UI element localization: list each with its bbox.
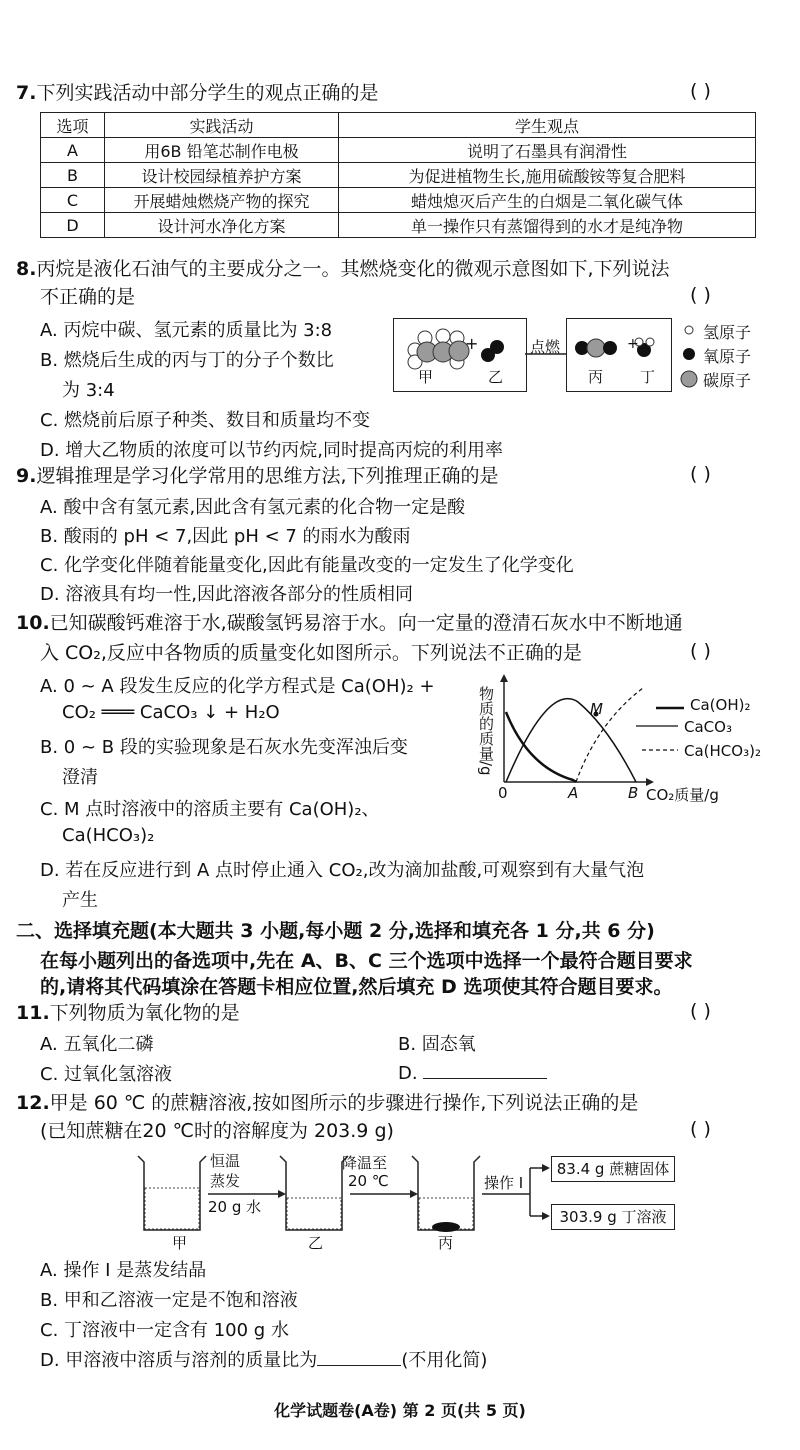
q12-step2-top: 降温至	[342, 1154, 388, 1172]
q10-number: 10.	[16, 612, 50, 634]
q10-point-a-label: A	[568, 784, 579, 802]
q10-option-b-line1: B. 0 ~ B 段的实验现象是石灰水先变浑浊后变	[40, 737, 408, 758]
q7-number: 7.	[16, 82, 37, 104]
legend-caoh2: Ca(OH)₂	[690, 696, 751, 714]
q8-label-jia: 甲	[418, 368, 434, 386]
q12-step1-mid: 蒸发	[210, 1172, 241, 1190]
q12-answer-paren: ( )	[690, 1118, 711, 1140]
q12-number: 12.	[16, 1092, 50, 1114]
table-row	[41, 138, 756, 163]
q11-stem	[16, 1000, 240, 1026]
q9-number: 9.	[16, 465, 37, 487]
legend-caco3: CaCO₃	[684, 718, 732, 736]
beaker-bing-icon	[412, 1156, 480, 1232]
q9-option-a: A. 酸中含有氢元素,因此含有氢元素的化合物一定是酸	[40, 497, 466, 518]
q7-answer-paren: ( )	[690, 80, 711, 102]
q10-option-b-line2: 澄清	[62, 767, 98, 788]
q10-origin-label: 0	[498, 784, 508, 802]
propane-molecule-icon	[408, 329, 469, 369]
page-footer: 化学试题卷(A卷) 第 2 页(共 5 页)	[274, 1401, 526, 1420]
q12-label-jia: 甲	[172, 1234, 188, 1252]
step1-arrowhead-icon	[278, 1190, 286, 1198]
branch-top-arrowhead-icon	[542, 1164, 550, 1172]
q12-step1-bottom: 20 g 水	[208, 1198, 262, 1216]
q7-text: 下列实践活动中部分学生的观点正确的是	[36, 82, 379, 104]
legend-cahco32: Ca(HCO₃)₂	[684, 742, 761, 760]
q8-label-ding: 丁	[640, 368, 656, 386]
q12-label-yi: 乙	[308, 1234, 324, 1252]
q12-text-line1: 甲是 60 ℃ 的蔗糖溶液,按如图所示的步骤进行操作,下列说法正确的是	[49, 1092, 639, 1114]
q11-answer-paren: ( )	[690, 1000, 711, 1022]
q8-answer-paren: ( )	[690, 284, 711, 306]
series-line-cahco32	[576, 688, 643, 782]
table-cell: 设计校园绿植养护方案	[105, 163, 339, 188]
y-axis-arrow-icon	[500, 674, 508, 682]
hydrogen-atom-icon	[685, 326, 693, 334]
table-header-row	[41, 113, 756, 138]
q8-plus-sign: +	[465, 334, 479, 353]
q10-point-b-label: B	[628, 784, 639, 802]
q10-option-d-line1: D. 若在反应进行到 A 点时停止通入 CO₂,改为滴加盐酸,可观察到有大量气泡	[40, 860, 645, 881]
q9-text: 逻辑推理是学习化学常用的思维方法,下列推理正确的是	[36, 465, 499, 487]
q10-option-d-line2: 产生	[62, 890, 98, 911]
table-cell: D	[41, 213, 105, 238]
carbon-atom-icon	[681, 371, 697, 387]
table-cell: 设计河水净化方案	[105, 213, 339, 238]
q9-option-b: B. 酸雨的 pH < 7,因此 pH < 7 的雨水为酸雨	[40, 526, 411, 547]
table-row	[41, 163, 756, 188]
beaker-yi-icon	[280, 1156, 348, 1230]
q10-stem-line1	[16, 610, 683, 636]
q12-stem-line2: (已知蔗糖在20 ℃时的溶解度为 203.9 g)	[40, 1120, 394, 1142]
q9-answer-paren: ( )	[690, 463, 711, 485]
oxygen-atom-icon	[683, 348, 695, 360]
q12-output-solid: 83.4 g 蔗糖固体	[551, 1156, 675, 1182]
q7-stem	[16, 80, 378, 106]
q12-step1-top: 恒温	[210, 1152, 241, 1170]
table-header: 学生观点	[339, 113, 756, 138]
q8-option-c: C. 燃烧前后原子种类、数目和质量均不变	[40, 410, 371, 431]
branch-bottom-arrowhead-icon	[542, 1212, 550, 1220]
q11-option-d-blank[interactable]	[423, 1060, 547, 1079]
table-row	[41, 188, 756, 213]
q12-option-d-note: (不用化简)	[401, 1350, 488, 1371]
q7-table	[40, 112, 756, 238]
step2-arrowhead-icon	[410, 1190, 418, 1198]
q10-text-line1: 已知碳酸钙难溶于水,碳酸氢钙易溶于水。向一定量的澄清石灰水中不断地通	[49, 612, 683, 634]
q12-option-d	[40, 1346, 487, 1372]
q12-stem-line1	[16, 1090, 638, 1116]
oxygen-molecule-icon	[481, 340, 504, 362]
q12-option-b: B. 甲和乙溶液一定是不饱和溶液	[40, 1290, 298, 1311]
q11-option-d	[398, 1060, 547, 1084]
q8-option-b-line1: B. 燃烧后生成的丙与丁的分子个数比	[40, 350, 334, 371]
section-2-desc-line2: 的,请将其代码填涂在答题卡相应位置,然后填充 D 选项使其符合题目要求。	[40, 976, 673, 998]
q10-option-c-line1: C. M 点时溶液中的溶质主要有 Ca(OH)₂、	[40, 799, 380, 820]
table-header: 选项	[41, 113, 105, 138]
q10-y-axis-label: 物质的质量/g	[477, 686, 495, 776]
q8-legend-icons	[680, 322, 698, 394]
q8-number: 8.	[16, 258, 37, 280]
series-line-caco3	[506, 699, 636, 782]
section-2-desc-line1: 在每小题列出的备选项中,先在 A、B、C 三个选项中选择一个最符合题目要求	[40, 950, 693, 972]
q8-text-line1: 丙烷是液化石油气的主要成分之一。其燃烧变化的微观示意图如下,下列说法	[36, 258, 670, 280]
q10-x-axis-label: CO₂质量/g	[646, 786, 719, 804]
q12-label-bing: 丙	[438, 1234, 454, 1252]
q8-stem-line2: 不正确的是	[40, 286, 136, 308]
q10-answer-paren: ( )	[690, 640, 711, 662]
q12-option-a: A. 操作 I 是蒸发结晶	[40, 1260, 207, 1281]
table-cell: 开展蜡烛燃烧产物的探究	[105, 188, 339, 213]
q8-label-bing: 丙	[588, 368, 604, 386]
q11-option-b: B. 固态氧	[398, 1034, 476, 1055]
beaker-jia-icon	[138, 1156, 206, 1230]
legend-oxygen: 氧原子	[703, 347, 752, 366]
q8-plus-sign-2: +	[627, 336, 639, 352]
table-cell: 为促进植物生长,施用硫酸铵等复合肥料	[339, 163, 756, 188]
q9-option-d: D. 溶液具有均一性,因此溶液各部分的性质相同	[40, 584, 414, 605]
q8-option-b-line2: 为 3:4	[62, 380, 115, 401]
table-cell: 用6B 铅笔芯制作电极	[105, 138, 339, 163]
q12-option-d-blank[interactable]	[317, 1347, 401, 1366]
q8-label-yi: 乙	[488, 368, 504, 386]
legend-hydrogen: 氢原子	[703, 323, 752, 342]
table-cell: C	[41, 188, 105, 213]
q12-output-solution: 303.9 g 丁溶液	[551, 1204, 675, 1230]
q11-option-a: A. 五氧化二磷	[40, 1034, 154, 1055]
q9-stem	[16, 463, 499, 489]
series-line-caoh2	[506, 712, 576, 782]
q12-step2-bottom: 20 ℃	[348, 1172, 389, 1190]
table-cell: B	[41, 163, 105, 188]
q12-operation-label: 操作 I	[484, 1174, 524, 1192]
q8-option-a: A. 丙烷中碳、氢元素的质量比为 3:8	[40, 320, 333, 341]
q11-option-c: C. 过氧化氢溶液	[40, 1064, 173, 1085]
q8-option-d: D. 增大乙物质的浓度可以节约丙烷,同时提高丙烷的利用率	[40, 440, 504, 461]
table-cell: 说明了石墨具有润滑性	[339, 138, 756, 163]
table-cell: A	[41, 138, 105, 163]
q11-text: 下列物质为氧化物的是	[49, 1002, 240, 1024]
q10-option-a-line1: A. 0 ~ A 段发生反应的化学方程式是 Ca(OH)₂ +	[40, 676, 435, 697]
q10-option-a-line2: CO₂ ═══ CaCO₃ ↓ + H₂O	[62, 702, 280, 723]
section-2-title: 二、选择填充题(本大题共 3 小题,每小题 2 分,选择和填充各 1 分,共 6 分)	[16, 920, 655, 942]
q12-option-d-text: D. 甲溶液中溶质与溶剂的质量比为	[40, 1350, 318, 1371]
q10-point-m-label: M	[590, 700, 603, 718]
table-cell: 单一操作只有蒸馏得到的水才是纯净物	[339, 213, 756, 238]
table-header: 实践活动	[105, 113, 339, 138]
q11-number: 11.	[16, 1002, 50, 1024]
q9-option-c: C. 化学变化伴随着能量变化,因此有能量改变的一定发生了化学变化	[40, 555, 574, 576]
q10-option-c-line2: Ca(HCO₃)₂	[62, 825, 155, 846]
co2-molecule-icon	[575, 339, 617, 357]
q11-option-d-label: D.	[398, 1063, 418, 1084]
q8-stem-line1	[16, 256, 670, 282]
q12-option-c: C. 丁溶液中一定含有 100 g 水	[40, 1320, 289, 1341]
table-row	[41, 213, 756, 238]
q8-arrow-text: 点燃	[530, 338, 561, 356]
table-cell: 蜡烛熄灭后产生的白烟是二氧化碳气体	[339, 188, 756, 213]
legend-carbon: 碳原子	[703, 371, 752, 390]
q10-stem-line2: 入 CO₂,反应中各物质的质量变化如图所示。下列说法不正确的是	[40, 642, 582, 664]
